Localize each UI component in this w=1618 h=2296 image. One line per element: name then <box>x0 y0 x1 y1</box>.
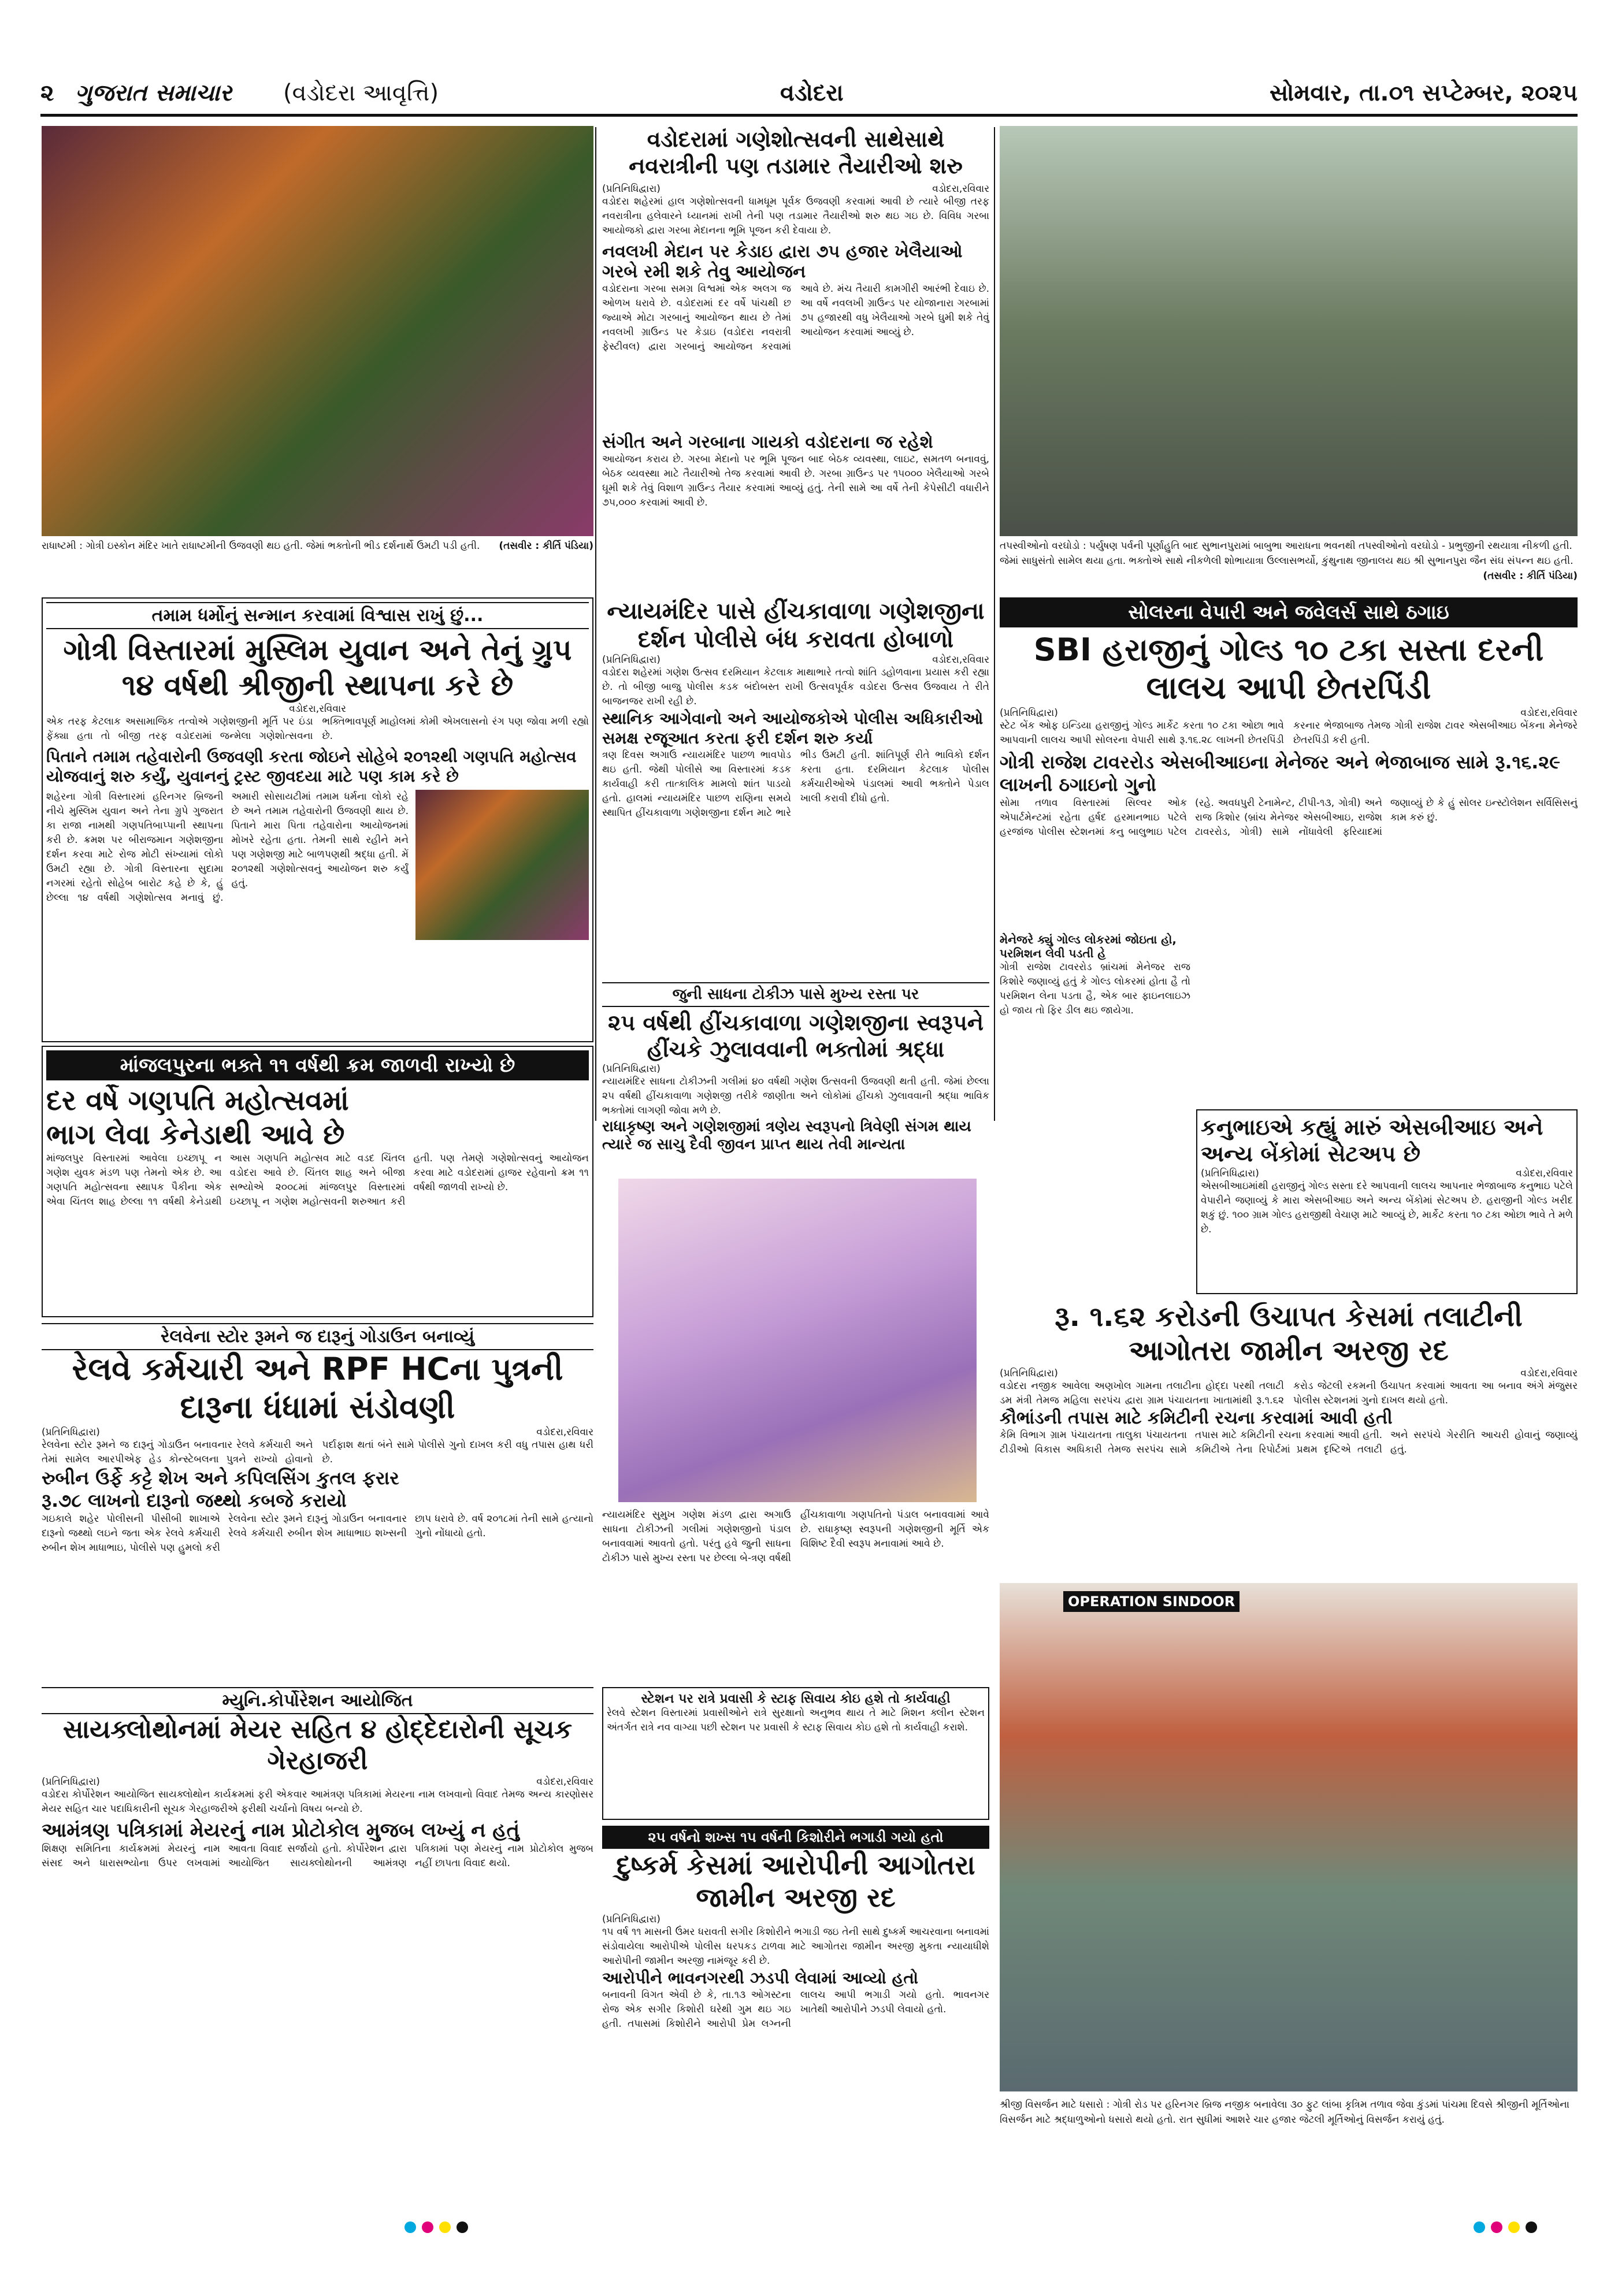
lead-text: વડોદરા શહેરમાં હાલ ગણેશોત્સવની ધામધૂમ પૂર્વક ઉજવણી કરવામાં આવી છે ત્યારે બીજી તરફ નવરાત્રીના હલેવારને ધ્યાનમાં રાખી તેની પણ તડામાર તૈયારીઓ શરુ થઇ ગઇ છે. વિવિધ ગરબા આયોજકો દ્વારા ગરબા મેદાનના ભૂમિ પૂજન કરી દેવાયા છે. <box>602 195 989 236</box>
dateline-place: વડોદરા,રવિવાર <box>932 183 989 195</box>
cyan-mark <box>1474 2221 1485 2233</box>
subhead: સંગીત અને ગરબાના ગાયકો વડોદરાના જ રહેશે <box>602 432 933 452</box>
dateline <box>1000 1368 1578 1379</box>
yellow-mark <box>1508 2221 1520 2233</box>
dateline-place: વડોદરા,રવિવાર <box>536 1776 593 1788</box>
story-station <box>602 1687 989 1820</box>
lead-text: વડોદરા કોર્પોરેશન આયોજિત સાયક્લોથોન કાર્યક્રમમાં ફરી એકવાર આમંત્રણ પત્રિકામાં મેયરના નામ લખવાનો વિવાદ તેમજ અન્ય કારણોસર મેયર સહિત ચાર પદાધિકારીની સૂચક ગેરહાજરીએ ફરીથી ચર્ચાનો વિષય બન્યો છે. <box>42 1789 593 1815</box>
dateline: (પ્રતિનિધિદ્વારા) <box>602 1062 660 1075</box>
dateline <box>42 1776 593 1788</box>
dateline <box>1000 707 1578 719</box>
black-mark <box>457 2221 468 2233</box>
dateline-source: (પ્રતિનિધિદ્વારા) <box>602 183 660 195</box>
dateline <box>602 183 989 195</box>
page-number: ૨ <box>40 80 54 106</box>
dateline: (પ્રતિનિધિદ્વારા) <box>602 1914 660 1926</box>
body-text: રેલવે સ્ટેશન વિસ્તારમાં પ્રવાસીઓને રાત્રે સુરક્ષાનો અનુભવ થાય તે માટે મિશન ક્લીન સ્ટેશન અંતર્ગત રાત્રે નવ વાગ્યા પછી સ્ટેશન પર પ્રવાસી કે સ્ટાફ સિવાય કોઇ હશે તો કાર્યવાહી કરાશે. <box>607 1707 985 1733</box>
kicker: મ્યુનિ.કોર્પોરેશન આયોજિત <box>42 1687 593 1714</box>
headline: સાયક્લોથોનમાં મેયર સહિત ૪ હોદ્દેદારોની સૂચક ગેરહાજરી <box>62 1715 573 1775</box>
body-text: માંજલપુર વિસ્તારમાં આવેલા ઇચ્છાપૂ ન ગણેશ યુવક મંડળ પણ તેમનો એક છે. આ ગણપતિ મહોત્સવના સ્થાપક પૈકીના એક એવા ચિંતલ શાહ છેલ્લા ૧૧ વર્ષથી કેનેડાથી આસ ગણપતિ મહોત્સવ માટે વડદ ચિંતલ વડોદરા આવે છે. ચિંતલ શાહ અને બીજા સભ્યોએ ૨૦૦૮માં માંજલપુર વિસ્તારમાં ઇચ્છાપૂ ન ગણેશ મહોત્સવની શરુઆત કરી હતી. પણ તેમણે ગણેશોત્સવનું આયોજન કરવા માટે વડોદરામાં હાજર રહેવાનો ક્રમ ૧૧ વર્ષથી જાળવી રાખ્યો છે. <box>46 1153 589 1208</box>
photo-credit: (તસવીર : કીર્તિ પંડિયા) <box>499 540 593 552</box>
subhead: પિતાને તમામ તહેવારોની ઉજવણી કરતા જોઇને સોહેબે ૨૦૧૨થી ગણપતિ મહોત્સવ યોજવાનું શરુ કર્યું, યુવાનનું ટ્રસ્ટ જીવદયા માટે પણ કામ કરે છે <box>46 747 577 786</box>
headline: સ્ટેશન પર રાત્રે પ્રવાસી કે સ્ટાફ સિવાય કોઇ હશે તો કાર્યવાહી <box>641 1692 951 1706</box>
headline: ન્યાયમંદિર પાસે હીંચકાવાળા ગણેશજીના દર્શન પોલીસે બંધ કરાવતા હોબાળો <box>607 598 985 653</box>
lead-text: રેલવેના સ્ટોર રૂમને જ દારૂનું ગોડાઉન બનાવનાર રેલવે કર્મચારી અને તેમાં સામેલ આરપીએફ હેડ કોન્સ્ટેબલના પુત્રને રાખ્યો હોવાનો પર્દાફાશ થતાં બંને સામે પોલીસે ગુનો દાખલ કરી વધુ તપાસ હાથ ધરી છે. <box>42 1439 593 1465</box>
headline: કનુભાઇએ કહ્યું મારું એસબીઆઇ અને અન્ય બેંકોમાં સેટઅપ છે <box>1201 1114 1543 1167</box>
dateline <box>42 1426 593 1438</box>
subhead: આરોપીને ભાવનગરથી ઝડપી લેવામાં આવ્યો હતો <box>602 1968 918 1988</box>
black-mark <box>1526 2221 1537 2233</box>
headline: રૂ. ૧.૬૨ કરોડની ઉચાપત કેસમાં તલાટીની આગોતરા જામીન અરજી રદ <box>1055 1301 1523 1367</box>
kicker: તમામ ધર્મોનું સન્માન કરવામાં વિશ્વાસ રાખું છું... <box>46 602 589 629</box>
kicker: માંજલપુરના ભક્તે ૧૧ વર્ષથી ક્રમ જાળવી રાખ્યો છે <box>46 1050 589 1080</box>
body-text: સોમા તળાવ વિસ્તારમાં સિલ્વર ઓક એપાર્ટમેન્ટમાં રહેતા હર્ષદ હરમાનભાઇ પટેલે હરજાંજ પોલીસ સ્ટેશનમાં કનુ બાલુભાઇ પટેલ (રહે. અવધપુરી ટેનામેન્ટ, ટીપી-૧૩, ગોત્રી) અને રાજ કિશોર (બ્રાંચ મેનેજર એસબીઆઇ, રાજેશ ટાવરરોડ, ગોત્રી) સામે નોંધાવેલી ફરિયાદમાં જણાવ્યું છે કે હું સોલર ઇન્સ્ટોલેશન સર્વિસિસનું કામ કરું છું. <box>1000 797 1578 838</box>
yellow-mark <box>439 2221 451 2233</box>
photo-radhashtami <box>42 126 593 536</box>
subhead: કૌભાંડની તપાસ માટે કમિટીની રચના કરવામાં આવી હતી <box>1000 1408 1393 1429</box>
subhead: આમંત્રણ પત્રિકામાં મેયરનું નામ પ્રોટોકોલ મુજબ લખ્યું ન હતું <box>42 1819 520 1842</box>
callout-heading: મેનેજરે ક્યું ગોલ્ડ લોકરમાં જોઇતા હો, પરમિશન લેવી પડતી હે <box>1000 932 1177 960</box>
story-railway <box>42 1323 593 1681</box>
lead-text: એક તરફ કેટલાક અસામાજિક તત્વોએ ગણેશજીની મૂર્તિ પર ઇંડા ફેંક્યા હતા તો બીજી તરફ વડોદરામાં જન્મેલા ગણેશોત્સવના ભક્તિભાવપૂર્ણ માહોલમાં કોમી એખલાસનો રંગ પણ જોવા મળી રહ્યો છે. <box>46 716 589 742</box>
subhead: સ્થાનિક આગેવાનો અને આયોજકોએ પોલીસ અધિકારીઓ સમક્ષ રજૂઆત કરતા ફરી દર્શન શરુ કર્યા <box>602 708 984 748</box>
body-text: કેમિ વિભાગ ગ્રામ પંચાયતના તાલુકા પંચાયતના ટીડીઓ વિકાસ અધિકારી તેમજ સરપંચ સામે તપાસ માટે કમિટીની રચના કરવામાં આવી હતી. કમિટીએ તેના રિપોર્ટમાં પ્રથમ દૃષ્ટિએ તલાટી અને સરપંચે ગેરરીતિ આચરી હોવાનું જણાવ્યું હતું. <box>1000 1429 1578 1456</box>
dateline-source: (પ્રતિનિધિદ્વારા) <box>1000 1368 1058 1380</box>
story-navratri <box>602 126 989 594</box>
dateline-source: (પ્રતિનિધિદ્વારા) <box>1201 1167 1259 1179</box>
headline: દુષ્કર્મ કેસમાં આરોપીની આગોતરા જામીન અરજી રદ <box>616 1849 975 1914</box>
story-sbi-gold <box>1000 597 1578 1106</box>
magenta-mark <box>422 2221 433 2233</box>
registration-marks <box>404 2221 468 2233</box>
dateline-place: વડોદરા,રવિવાર <box>1520 1368 1578 1380</box>
photo-credit: (તસવીર : કીર્તિ પંડિયા) <box>1483 570 1578 582</box>
story-juni-sadhna <box>602 982 989 1173</box>
dateline-source: (પ્રતિનિધિદ્વારા) <box>42 1776 100 1788</box>
photo-caption: શ્રીજી વિસર્જન માટે ધસારો : ગોત્રી રોડ પર હરિનગર બ્રિજ નજીક બનાવેલા ૩૦ ફુટ લાંબા કૃત્રિમ તળાવ જેવા કુંડમાં પાંચમા દિવસે શ્રીજીની મૂર્તિઓના વિસર્જન માટે શ્રદ્ધાળુઓનો ધસારો થયો હતો. રાત સુધીમાં આશરે ચાર હજાર જેટલી મૂર્તિઓનું વિસર્જન કરાયું હતું. <box>1000 2099 1569 2126</box>
headline: SBI હરાજીનું ગોલ્ડ ૧૦ ટકા સસ્તા દરની લાલચ આપી છેતરપિંડી <box>1033 631 1544 706</box>
caption-text: રાધાષ્ટમી : ગોત્રી ઇસ્કોન મંદિર ખાતે રાધાષ્ટમીની ઉજવણી થઇ હતી. જેમાં ભક્તોની ભીડ દર્શનાર્થે ઉમટી પડી હતી. <box>42 540 480 552</box>
paper-name: ગુજરાત સમાચાર <box>75 80 232 106</box>
story-dushkarm <box>602 1826 989 2172</box>
kicker: સોલરના વેપારી અને જવેલર્સ સાથે ઠગાઇ <box>1000 597 1578 627</box>
lead-text: વડોદરા નજીક આવેલા અણખોલ ગામના તલાટીના હોદ્દા પરથી તલાટી ડમ મંત્રી તેમજ મહિલા સરપંચ દ્વારા ગ્રામ પંચાયતના ખાતામાંથી રૂ.૧.૬૨ કરોડ જેટલી રકમની ઉચાપત કરવામાં આવતા આ બનાવ અંગે મંજુસર પોલીસ સ્ટેશનમાં ગુનો દાખલ થયો હતો. <box>1000 1380 1578 1407</box>
dateline-source: (પ્રતિનિધિદ્વારા) <box>42 1426 100 1438</box>
story-talati <box>1000 1300 1578 1577</box>
headline: દર વર્ષે ગણપતિ મહોત્સવમાં ભાગ લેવા કેનેડાથી આવે છે <box>46 1084 349 1151</box>
body-text: બનાવની વિગત એવી છે કે, તા.૧૩ ઓગસ્ટના રોજ એક સગીર કિશોરી ઘરેથી ગુમ થઇ ગઇ હતી. તપાસમાં કિશોરીને આરોપી પ્રેમ લગ્નની લાલચ આપી ભગાડી ગયો હતો. ભાવનગર ખાતેથી આરોપીને ઝડપી લેવાયો હતો. <box>602 1989 989 2030</box>
story-kanubhai <box>1196 1109 1578 1294</box>
story-nyaymandir <box>602 597 989 979</box>
subhead: નવલખી મેદાન પર કેડાઇ દ્વારા ૭૫ હજાર ખેલૈયાઓ ગરબે રમી શકે તેવુ આયોજન <box>602 241 963 282</box>
dateline-place: વડોદરા,રવિવાર <box>1520 707 1578 719</box>
column-rule <box>994 127 995 1121</box>
dateline-place: વડોદરા,રવિવાર <box>1516 1167 1573 1179</box>
magenta-mark <box>1491 2221 1502 2233</box>
column-rule <box>595 127 596 1121</box>
body-text: આયોજન કરાય છે. ગરબા મેદાનો પર ભૂમિ પૂજન બાદ બેઠક વ્યવસ્થા, લાઇટ, સમતળ બનાવવું, બેઠક વ્યવસ્થા માટે તૈયારીઓ તેજ કરવામાં આવી છે. ગરબા ગ્રાઉન્ડ પર ૧૫૦૦૦ ખેલૈયાઓ ગરબે ઘૂમી શકે તેવું વિશાળ ગ્રાઉન્ડ તૈયાર કરવામાં આવ્યું હતું. તેની સામે આ વર્ષે તેની કેપેસીટી વધારીને ૭૫,૦૦૦ કરવામાં આવી છે. <box>602 453 989 508</box>
photo-radhakrishna-ganesh <box>618 1179 977 1502</box>
body-text: ગઇકાલે શહેર પોલીસની પીસીબી શાખાએ દારૂનો જથ્થો લઇને જતા એક રેલવે કર્મચારી રુબીન શેખ માધાભાઇ, પોલીસે પણ હુમલો કરી રેલવેના સ્ટોર રૂમને દારૂનું ગોડાઉન બનાવનાર રેલવે કર્મચારી રુબીન શેખ માધાભાઇ શખ્સની છાપ ધરાવે છે. વર્ષ ૨૦૧૮માં તેની સામે હત્યાનો ગુનો નોંધાયો હતો. <box>42 1513 593 1554</box>
city-label: વડોદરા <box>780 80 844 106</box>
dateline-place: વડોદરા,રવિવાર <box>932 653 989 666</box>
subhead: રૂ.૭૮ લાખનો દારૂનો જથ્થો કબજે કરાયો <box>42 1489 347 1511</box>
headline: ૨૫ વર્ષથી હીંચકાવાળા ગણેશજીના સ્વરૂપને હીંચકે ઝુલાવવાની ભક્તોમાં શ્રદ્ધા <box>607 1010 984 1062</box>
body-text: વડોદરાના ગરબા સમગ્ર વિશ્વમાં એક અલગ જ ઓળખ ધરાવે છે. વડોદરામાં દર વર્ષે પાંચથી છ જ્યાએ મોટા ગરબાનું આયોજન થાય છે તેમાં નવલખી ગ્રાઉન્ડ પર કેડાઇ (વડોદરા નવરાત્રી ફેસ્ટીવલ) દ્વારા ગરબાનું આયોજન કરવામાં આવે છે. મંચ તૈયારી કામગીરી આરંભી દેવાઇ છે. આ વર્ષે નવલખી ગ્રાઉન્ડ પર યોજાનારા ગરબામાં ૭૫ હજારથી વધુ ખેલૈયાઓ ગરબે ઘુમી શકે તેવું આયોજન કરવામાં આવ્યું છે. <box>602 283 989 352</box>
lead-text: સ્ટેટ બેંક ઓફ ઇન્ડિયા હરાજીનું ગોલ્ડ માર્કેટ કરતા ૧૦ ટકા ઓછા ભાવે આપવાની લાલચ આપી સોલરના વેપારી સાથે રૂ.૧૬.૨૮ લાખની છેતરપિંડી કરનાર ભેજાબાજ તેમજ ગોત્રી રાજેશ ટાવર એસબીઆઇ બેંકના મેનેજરે છેતરપિંડી કરી હતી. <box>1000 719 1578 746</box>
body-text: ન્યાયમંદિર સાધના ટોકીઝની ગલીમાં ૪૦ વર્ષથી ગણેશ ઉત્સવની ઉજવણી થતી હતી. જેમાં છેલ્લા ૨૫ વર્ષથી હીંચકાવાળા ગણેશજી તરીકે જાણીતા અને લોકોમાં હીંચકો ઝુલાવવાની શ્રદ્ધા ભાવિક ભક્તોમાં લાગણી જોવા મળે છે. <box>602 1075 989 1116</box>
photo-caption <box>1000 538 1578 590</box>
photo-procession <box>1000 126 1578 536</box>
dateline <box>602 654 989 666</box>
dateline: વડોદરા,રવિવાર <box>289 703 346 715</box>
kicker: ૨૫ વર્ષનો શખ્સ ૧૫ વર્ષની કિશોરીને ભગાડી ગયો હતો <box>602 1826 989 1849</box>
headline: ગોત્રી વિસ્તારમાં મુસ્લિમ યુવાન અને તેનું ગ્રુપ ૧૪ વર્ષથી શ્રીજીની સ્થાપના કરે છે <box>63 633 572 702</box>
cyan-mark <box>404 2221 416 2233</box>
story-manjalpur <box>42 1046 593 1317</box>
subhead: રુબીન ઉર્ફે કટ્ટે શેખ અને કપિલસિંગ કુતલ ફરાર <box>42 1466 399 1489</box>
subhead: ગોત્રી રાજેશ ટાવરરોડ એસબીઆઇના મેનેજર અને ભેજાબાજ સામે રૂ.૧૬.૨૯ લાખની ઠગાઇનો ગુનો <box>1000 751 1561 796</box>
photo-caption <box>42 538 593 590</box>
body-text: શિક્ષણ સમિતિના કાર્યક્રમમાં મેયરનું નામ સંસદ અને ધારાસભ્યોના ઉપર લખવામાં આવતા વિવાદ સર્જાયો હતો. કોર્પોરેશન દ્વારા આયોજિત સાયક્લોથોનની આમંત્રણ પત્રિકામાં પણ મેયરનું નામ પ્રોટોકોલ મુજબ નહીં છાપતા વિવાદ થયો. <box>42 1843 593 1870</box>
lead-text: ૧૫ વર્ષ ૧૧ માસની ઉંમર ધરાવતી સગીર કિશોરીને ભગાડી જઇ તેની સાથે દુષ્કર્મ આચરવાના બનાવમાં સંડોવાયેલા આરોપીએ પોલીસ ધરપકડ ટાળવા માટે આગોતરા જામીન અરજી મુકતા ન્યાયાધીશે આરોપીની જામીન અરજી નામંજૂર કરી છે. <box>602 1926 989 1967</box>
body-text: એસબીઆઇમાંથી હરાજીનું ગોલ્ડ સસ્તા દરે આપવાની લાલચ આપનાર ભેજાબાજ કનુભાઇ પટેલે વેપારીને જણાવ્યું કે મારા એસબીઆઇ અને અન્ય બેંકોમાં સેટઅપ છે. હરાજીની ગોલ્ડ ખરીદ શકું છું. ૧૦૦ ગ્રામ ગોલ્ડ હરાજીથી વેચાણ માટે આવ્યું છે, માર્કેટ કરતા ૧૦ ટકા ઓછા ભાવે તે મળે છે. <box>1201 1180 1573 1235</box>
edition-label: (વડોદરા આવૃત્તિ) <box>283 80 439 106</box>
masthead <box>40 75 1578 117</box>
dateline-source: (પ્રતિનિધિદ્વારા) <box>602 653 660 666</box>
body-text: ન્યાયમંદિર સુમુખ ગણેશ મંડળ દ્વારા અગાઉ સાધના ટોકીઝની ગલીમાં ગણેશજીનો પંડાલ બનાવવામાં આવતો હતો. પરંતુ હવે જુની સાધના ટોકીઝ પાસે મુખ્ય રસ્તા પર છેલ્લા બે-ત્રણ વર્ષથી હીંચકાવાળા ગણપતિનો પંડાલ બનાવવામાં આવે છે. રાધાકૃષ્ણ સ્વરૂપની ગણેશજીની મૂર્તિ એક વિશિષ્ટ દૈવી સ્વરૂપ મનાવામાં આવે છે. <box>602 1509 989 1564</box>
callout-text: ગોત્રી રાજેશ ટાવરરોડ બ્રાંચમાં મેનેજર રાજ કિશોરે જણાવ્યું હતું કે ગોલ્ડ લોકરમાં હોતા હૈ તો પરમિશન લેના પડતા હૈ, એક બાર ફાઇનલાઇઝ હો જાય તો ફિર ડીલ થઇ જાયેગા. <box>1000 961 1190 1016</box>
lead-text: વડોદરા શહેરમાં ગણેશ ઉત્સવ દરમિયાન કેટલાક માથાભારે તત્વો શાંતિ ડહોળવાના પ્રયાસ કરી રહ્યા છે. તો બીજી બાજુ પોલીસ કડક બંદોબસ્ત રાખી ઉત્સવપૂર્વક વડોદરા ઉત્સવ ઉજવાય તે રીતે બાજનજર રાખી રહી છે. <box>602 666 989 707</box>
banner-text: OPERATION SINDOOR <box>1063 1591 1240 1612</box>
dateline <box>1201 1168 1573 1179</box>
caption-text: તપસ્વીઓનો વરઘોડો : પર્યુષણ પર્વની પૂર્ણાહુતિ બાદ સુભાનપુરામાં બાબુભા આરાધના ભવનથી તપસ્વીઓનો વરઘોડો - પ્રભુજીની રથયાત્રા નીકળી હતી. જેમાં સાધુસંતો સામેલ થયા હતા. ભક્તોએ સાથે નીકળેલી શોભાયાત્રા ઉલ્લાસભર્યો, કુંથુનાથ જીનાલય થઇ શ્રી સુભાનપુરા જૈન સંઘ સંપન્ન થઇ હતી. <box>1000 540 1574 567</box>
dateline-place: વડોદરા,રવિવાર <box>536 1426 593 1438</box>
photo-ganesh-idol <box>415 790 589 940</box>
dateline-source: (પ્રતિનિધિદ્વારા) <box>1000 707 1058 719</box>
kicker: જુની સાધના ટોકીઝ પાસે મુખ્ય રસ્તા પર <box>602 982 989 1007</box>
story-cyclothon <box>42 1687 593 2138</box>
registration-marks <box>1474 2221 1537 2233</box>
headline: રેલવે કર્મચારી અને RPF HCના પુત્રની દારૂના ધંધામાં સંડોવણી <box>72 1351 563 1425</box>
story-muslim-youth <box>42 597 593 1042</box>
kicker: રેલવેના સ્ટોર રૂમને જ દારૂનું ગોડાઉન બનાવ્યું <box>42 1323 593 1350</box>
body-text: શહેરના ગોત્રી વિસ્તારમાં હરિનગર બ્રિજની નીચે મુસ્લિમ યુવાન અને તેના ગ્રુપે ગુજરાત કા રાજા નામથી ગણપતિબાપ્પાની સ્થાપના કરી છે. ક્રમશ પર બીરાજમાન ગણેશજીના દર્શન કરવા માટે રોજ મોટી સંખ્યામાં લોકો ઉમટી રહ્યા છે. ગોત્રી વિસ્તારના સુદામા નગરમાં રહેતો સોહેબ બારોટ કહે છે કે, હું છેલ્લા ૧૪ વર્ષથી ગણેશોત્સવ મનાવું છું. અમારી સોસાયટીમાં તમામ ધર્મના લોકો રહે છે અને તમામ તહેવારોની ઉજવણી થાય છે. પિતાને મારા પિતા તહેવારોના આયોજનમાં મોખરે રહેતા હતા. તેમની સાથે રહીને મને પણ ગણેશજી માટે બાળપણથી શ્રદ્ધા હતી. મેં ૨૦૧૨થી ગણેશોત્સવનું આયોજન શરુ કર્યું હતું. <box>46 791 409 904</box>
subhead: રાધાકૃષ્ણ અને ગણેશજીમાં ત્રણેય સ્વરૂપનો ત્રિવેણી સંગમ થાય ત્યારે જ સાચુ દૈવી જીવન પ્રાપ્ત થાય તેવી માન્યતા <box>602 1117 971 1153</box>
date-label: સોમવાર, તા.૦૧ સપ્ટેમ્બર, ૨૦૨૫ <box>1269 80 1578 106</box>
body-text: ત્રણ દિવસ અગાઉ ન્યાયમંદિર પાછળ ભાવપોડ થઇ હતી. જેથી પોલીસે આ વિસ્તારમાં કડક કાર્યવાહી કરી તાત્કાલિક મામલો શાંત પાડયો હતો. હાલમાં ન્યાયમંદિર પાછળ રાણિના સમયે સ્થાપિત હીંચકાવાળા ગણેશજીના દર્શન માટે ભારે ભીડ ઉમટી હતી. શાંતિપૂર્ણ રીતે ભાવિકો દર્શન કરતા હતા. દરમિયાન કેટલાક પોલીસ કર્મચારીઓએ પંડાલમાં આવી ભક્તોને પેડાલ ખાલી કરાવી દીધો હતો. <box>602 749 989 819</box>
headline: વડોદરામાં ગણેશોત્સવની સાથેસાથે નવરાત્રીની પણ તડામાર તૈયારીઓ શરુ <box>629 127 963 179</box>
photo-visarjan <box>1000 1583 1578 2091</box>
